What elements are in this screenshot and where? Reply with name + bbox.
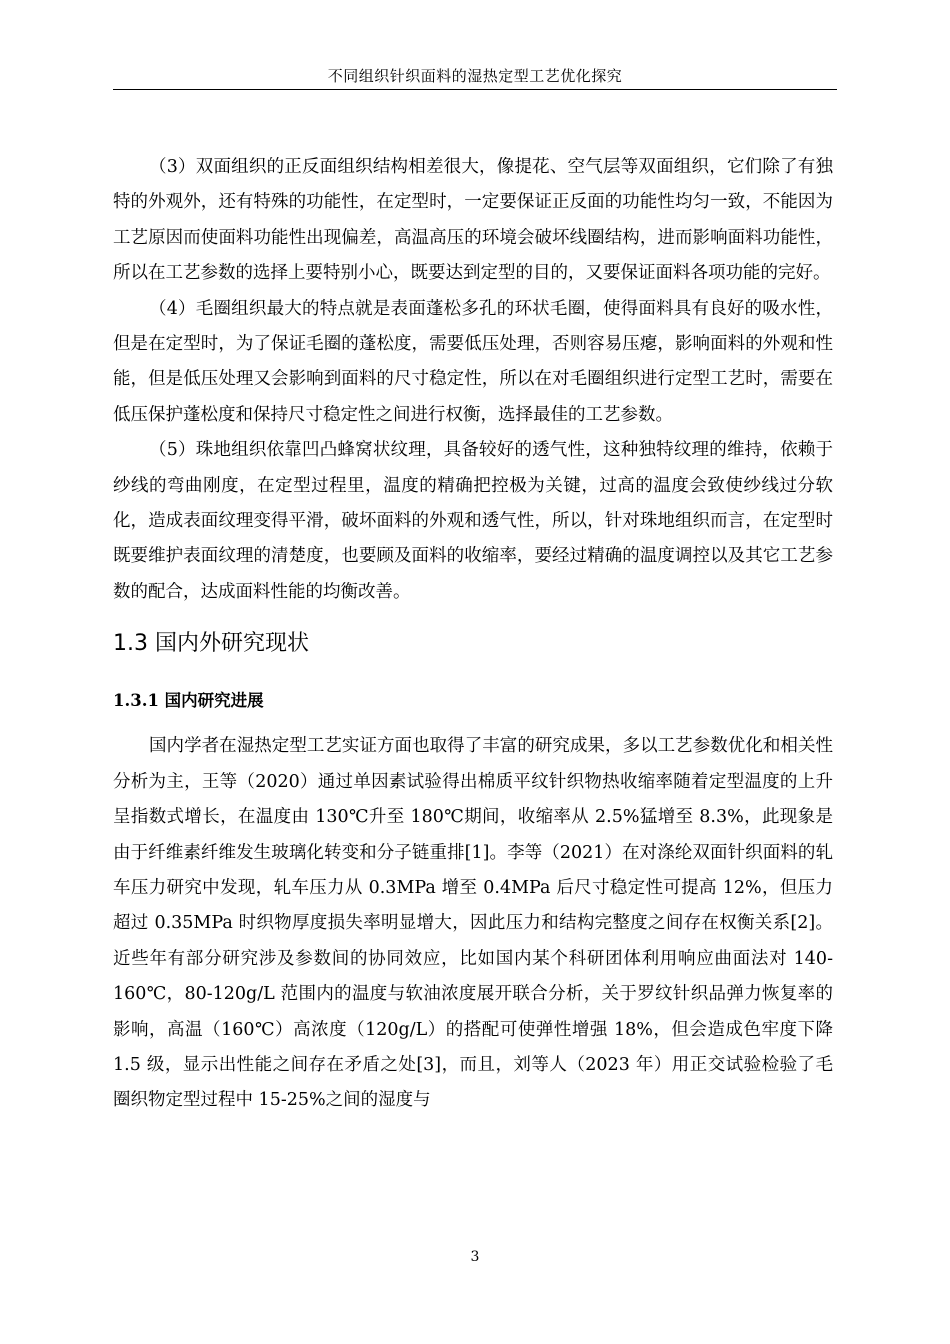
header-divider — [113, 89, 837, 90]
page-number: 3 — [470, 1249, 480, 1265]
paragraph-double-knit: （3）双面组织的正反面组织结构相差很大，像提花、空气层等双面组织，它们除了有独特的外观外，还有特殊的功能性，在定型时，一定要保证正反面的功能性均匀一致，不能因为工艺原因而使面料功能性出现偏差，高温高压的环境会破坏线圈结构，进而影响面料功能性，所以在工艺参数的选择上要特别小心，既要达到定型的目的，又要保证面料各项功能的完好。 — [113, 157, 833, 284]
subsection-heading: 1.3.1 国内研究进展 — [113, 691, 264, 711]
paragraph-pique-knit: （5）珠地组织依靠凹凸蜂窝状纹理，具备较好的透气性，这种独特纹理的维持，依赖于纱线的弯曲刚度，在定型过程里，温度的精确把控极为关键，过高的温度会致使纱线过分软化，造成表面纹理变得平滑，破坏面料的外观和透气性，所以，针对珠地组织而言，在定型时既要维护表面纹理的清楚度，也要顾及面料的收缩率，要经过精确的温度调控以及其它工艺参数的配合，达成面料性能的均衡改善。 — [113, 440, 833, 602]
section-heading: 1.3 国内外研究现状 — [113, 631, 309, 657]
document-body — [113, 150, 833, 1119]
paragraph-terry-knit: （4）毛圈组织最大的特点就是表面蓬松多孔的环状毛圈，使得面料具有良好的吸水性，但是在定型时，为了保证毛圈的蓬松度，需要低压处理，否则容易压瘪，影响面料的外观和性能，但是低压处理又会影响到面料的尺寸稳定性，所以在对毛圈组织进行定型工艺时，需要在低压保护蓬松度和保持尺寸稳定性之间进行权衡，选择最佳的工艺参数。 — [113, 298, 833, 425]
paragraph-domestic-research: 国内学者在湿热定型工艺实证方面也取得了丰富的研究成果，多以工艺参数优化和相关性分析为主，王等（2020）通过单因素试验得出棉质平纹针织物热收缩率随着定型温度的上升呈指数式增长，在温度由 130℃升至 180℃期间，收缩率从 2.5%猛增至 8.3%，此现象是由于纤维素纤维发生玻璃化转变和分子链重排[1]。李等（2021）在对涤纶双面针织面料的轧车压力研究中发现，轧车压力从 0.3MPa 增至 0.4MPa 后尺寸稳定性可提高 12%，但压力超过 0.35MPa 时织物厚度损失率明显增大，因此压力和结构完整度之间存在权衡关系[2]。 近些年有部分研究涉及参数间的协同效应，比如国内某个科研团体利用响应曲面法对 140-160℃，80-120g/L 范围内的温度与软油浓度展开联合分析，关于罗纹针织品弹力恢复率的影响，高温（160℃）高浓度（120g/L）的搭配可使弹性增强 18%，但会造成色牢度下降 1.5 级，显示出性能之间存在矛盾之处[3]，而且，刘等人（2023 年）用正交试验检验了毛圈织物定型过程中 15-25%之间的湿度与 — [113, 736, 833, 1111]
running-header-title: 不同组织针织面料的湿热定型工艺优化探究 — [327, 67, 623, 85]
